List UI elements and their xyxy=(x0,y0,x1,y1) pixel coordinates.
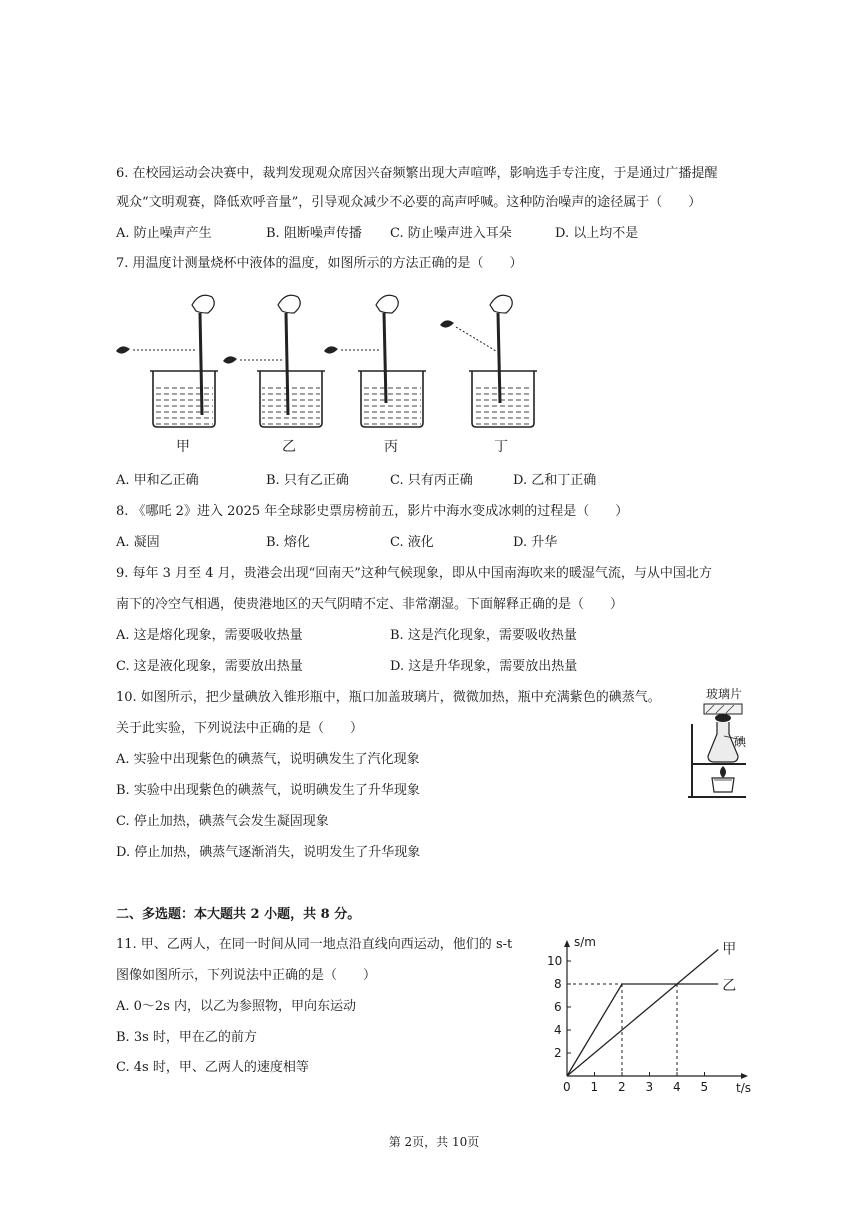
series-label-yi: 乙 xyxy=(722,978,737,994)
q9-option-d: D. 这是升华现象，需要放出热量 xyxy=(390,659,578,674)
label-ding: 丁 xyxy=(494,439,508,455)
q7-text: 7. 用温度计测量烧杯中液体的温度，如图所示的方法正确的是（ ） xyxy=(116,256,523,271)
y-tick-label: 6 xyxy=(554,1000,562,1014)
page-footer: 第 2页，共 10页 xyxy=(388,1135,480,1149)
q6-option-c: C. 防止噪声进入耳朵 xyxy=(390,226,512,241)
q6-option-d: D. 以上均不是 xyxy=(555,226,639,241)
series-line-yi xyxy=(567,984,718,1076)
q9-option-b: B. 这是汽化现象，需要吸收热量 xyxy=(390,628,577,643)
y-tick-label: 4 xyxy=(554,1023,562,1037)
q9-option-a: A. 这是熔化现象，需要吸收热量 xyxy=(116,628,303,643)
thermometer-figure xyxy=(108,283,568,463)
x-axis-label: t/s xyxy=(736,1081,751,1095)
q9-text-line2: 南下的冷空气相遇，使贵港地区的天气阴晴不定、非常潮湿。下面解释正确的是（ ） xyxy=(116,597,624,612)
q7-option-a: A. 甲和乙正确 xyxy=(116,473,199,488)
label-yi: 乙 xyxy=(282,439,296,455)
beaker-jia xyxy=(116,295,218,427)
q11-option-c: C. 4s 时，甲、乙两人的速度相等 xyxy=(116,1060,309,1075)
x-axis-arrow xyxy=(741,1073,748,1079)
q8-option-c: C. 液化 xyxy=(390,535,434,550)
x-tick-label: 1 xyxy=(590,1080,599,1094)
y-axis-arrow xyxy=(564,940,570,947)
q11-text-line2: 图像如图所示，下列说法中正确的是（ ） xyxy=(116,968,377,983)
x-tick-label: 2 xyxy=(618,1080,626,1094)
q6-text-line1: 6. 在校园运动会决赛中，裁判发现观众席因兴奋频繁出现大声喧哗，影响选手专注度，于是通过广播提醒 xyxy=(116,166,718,181)
q8-option-b: B. 熔化 xyxy=(266,535,310,550)
q10-text-line1: 10. 如图所示，把少量碘放入锥形瓶中，瓶口加盖玻璃片，微微加热，瓶中充满紫色的碘蒸气。 xyxy=(116,690,661,705)
s-t-chart xyxy=(540,930,760,1098)
q11-text-line1: 11. 甲、乙两人，在同一时间从同一地点沿直线向西运动，他们的 s-t xyxy=(116,937,513,952)
q6-option-a: A. 防止噪声产生 xyxy=(116,226,212,241)
q6-option-b: B. 阻断噪声传播 xyxy=(266,226,362,241)
x-tick-label: 3 xyxy=(645,1080,654,1094)
q11-option-b: B. 3s 时，甲在乙的前方 xyxy=(116,1030,257,1045)
q11-option-a: A. 0～2s 内，以乙为参照物，甲向东运动 xyxy=(116,999,356,1014)
beaker-yi xyxy=(223,295,325,427)
q9-option-c: C. 这是液化现象，需要放出热量 xyxy=(116,659,303,674)
q10-text-line2: 关于此实验，下列说法中正确的是（ ） xyxy=(116,721,364,736)
label-jia: 甲 xyxy=(176,439,190,455)
q8-option-d: D. 升华 xyxy=(513,535,558,550)
beaker-ding xyxy=(440,295,537,427)
y-tick-label: 8 xyxy=(554,977,562,991)
q10-option-d: D. 停止加热，碘蒸气逐渐消失，说明发生了升华现象 xyxy=(116,845,421,860)
iodine-experiment-figure xyxy=(684,684,764,804)
q7-option-c: C. 只有丙正确 xyxy=(390,473,473,488)
q10-option-a: A. 实验中出现紫色的碘蒸气，说明碘发生了汽化现象 xyxy=(116,752,420,767)
series-label-jia: 甲 xyxy=(722,941,737,958)
label-bing: 丙 xyxy=(384,439,398,455)
label-iodine: 碘 xyxy=(734,735,747,749)
q8-text: 8. 《哪吒 2》进入 2025 年全球影史票房榜前五，影片中海水变成冰刺的过程是（ ） xyxy=(116,504,629,519)
q8-option-a: A. 凝固 xyxy=(116,535,160,550)
q10-option-c: C. 停止加热，碘蒸气会发生凝固现象 xyxy=(116,814,329,829)
y-axis-label: s/m xyxy=(574,935,596,949)
y-tick-label: 10 xyxy=(547,954,563,968)
section2-title: 二、多选题：本大题共 2 小题，共 8 分。 xyxy=(116,907,361,922)
q9-text-line1: 9. 每年 3 月至 4 月，贵港会出现“回南天”这种气候现象，即从中国南海吹来的暖湿气流，与从中国北方 xyxy=(116,566,712,581)
y-tick-label: 2 xyxy=(554,1046,562,1060)
label-glass-plate: 玻璃片 xyxy=(706,687,743,701)
q10-option-b: B. 实验中出现紫色的碘蒸气，说明碘发生了升华现象 xyxy=(116,783,420,798)
q7-option-b: B. 只有乙正确 xyxy=(266,473,349,488)
series-line-jia xyxy=(567,950,718,1077)
x-tick-label: 0 xyxy=(563,1080,571,1094)
q7-option-d: D. 乙和丁正确 xyxy=(513,473,597,488)
q6-text-line2: 观众“文明观赛，降低欢呼音量”，引导观众减少不必要的高声呼喊。这种防治噪声的途径属于（ ） xyxy=(116,195,702,210)
x-tick-label: 5 xyxy=(700,1080,709,1094)
x-tick-label: 4 xyxy=(673,1080,681,1094)
beaker-bing xyxy=(324,295,426,427)
